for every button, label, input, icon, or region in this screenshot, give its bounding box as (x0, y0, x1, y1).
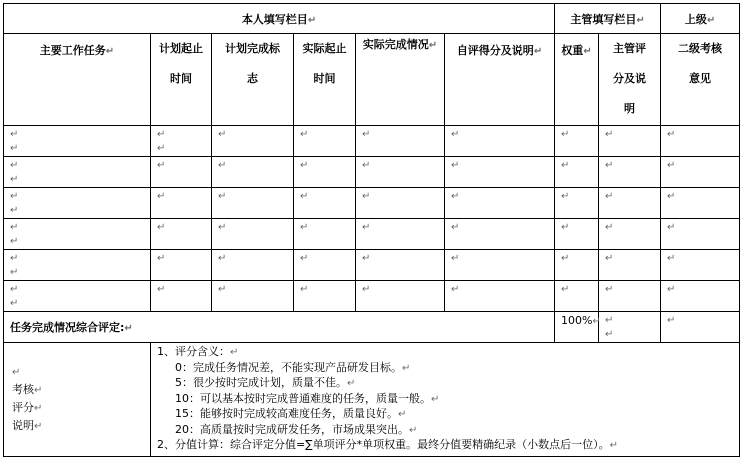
actual-period-cell[interactable]: ↵ (294, 157, 356, 188)
actual-period-cell[interactable]: ↵ (294, 250, 356, 281)
weight-cell[interactable]: ↵ (555, 188, 599, 219)
plan-period-cell[interactable]: ↵ (151, 188, 212, 219)
plan-criteria-cell[interactable]: ↵ (212, 126, 294, 157)
supervisor-eval-cell[interactable]: ↵ (599, 281, 661, 312)
plan-criteria-cell[interactable]: ↵ (212, 250, 294, 281)
col-plan-criteria: 计划完成标 志 (212, 34, 294, 126)
weight-cell[interactable]: ↵ (555, 219, 599, 250)
weight-cell[interactable]: ↵ (555, 250, 599, 281)
actual-status-cell[interactable]: ↵ (356, 219, 445, 250)
task-cell[interactable]: ↵ ↵ (4, 188, 151, 219)
weight-cell[interactable]: ↵ (555, 157, 599, 188)
task-cell[interactable]: ↵ ↵ (4, 281, 151, 312)
self-eval-cell[interactable]: ↵ (445, 219, 555, 250)
supervisor-eval-cell[interactable]: ↵ (599, 157, 661, 188)
self-eval-cell[interactable]: ↵ (445, 188, 555, 219)
plan-criteria-cell[interactable]: ↵ (212, 157, 294, 188)
supervisor-eval-cell[interactable]: ↵ (599, 219, 661, 250)
table-row (4, 219, 740, 250)
level2-opinion-cell[interactable]: ↵ (661, 281, 740, 312)
level2-total-cell[interactable]: ↵ (661, 312, 740, 343)
actual-status-cell[interactable]: ↵ (356, 188, 445, 219)
actual-period-cell[interactable]: ↵ (294, 219, 356, 250)
plan-period-cell[interactable]: ↵ (151, 157, 212, 188)
weight-total[interactable]: 100%↵ (555, 312, 599, 343)
summary-label: 任务完成情况综合评定:↵ (4, 312, 555, 343)
table-row (4, 281, 740, 312)
level2-opinion-cell[interactable]: ↵ (661, 219, 740, 250)
actual-period-cell[interactable]: ↵ (294, 126, 356, 157)
level2-opinion-cell[interactable]: ↵ (661, 250, 740, 281)
task-cell[interactable]: ↵ ↵ (4, 126, 151, 157)
notes-left-label: ↵ 考核↵ 评分↵ 说明↵ (4, 343, 151, 457)
plan-period-cell[interactable]: ↵ (151, 281, 212, 312)
self-section-header: 本人填写栏目↵ (4, 4, 555, 34)
supervisor-total-cell[interactable]: ↵ ↵ (599, 312, 661, 343)
actual-status-cell[interactable]: ↵ (356, 281, 445, 312)
col-actual-period: 实际起止 时间 (294, 34, 356, 126)
supervisor-eval-cell[interactable]: ↵ (599, 126, 661, 157)
table-row (4, 157, 740, 188)
actual-period-cell[interactable]: ↵ (294, 188, 356, 219)
col-plan-period: 计划起止 时间 (151, 34, 212, 126)
table-row (4, 250, 740, 281)
plan-criteria-cell[interactable]: ↵ (212, 219, 294, 250)
col-main-task: 主要工作任务↵ (4, 34, 151, 126)
weight-cell[interactable]: ↵ (555, 281, 599, 312)
col-weight: 权重↵ (555, 34, 599, 126)
actual-period-cell[interactable]: ↵ (294, 281, 356, 312)
table-row (4, 126, 740, 157)
level2-opinion-cell[interactable]: ↵ (661, 188, 740, 219)
supervisor-section-header: 主管填写栏目↵ (555, 4, 661, 34)
plan-period-cell[interactable]: ↵ (151, 219, 212, 250)
evaluation-form-table (3, 3, 740, 457)
table-row (4, 188, 740, 219)
task-cell[interactable]: ↵ ↵ (4, 250, 151, 281)
supervisor-eval-cell[interactable]: ↵ (599, 188, 661, 219)
self-eval-cell[interactable]: ↵ (445, 250, 555, 281)
col-supervisor-eval: 主管评 分及说 明 (599, 34, 661, 126)
supervisor-eval-cell[interactable]: ↵ (599, 250, 661, 281)
plan-period-cell[interactable]: ↵ ↵ (151, 126, 212, 157)
plan-period-cell[interactable]: ↵ (151, 250, 212, 281)
level2-opinion-cell[interactable]: ↵ (661, 157, 740, 188)
superior-section-header: 上级↵ (661, 4, 740, 34)
col-self-eval: 自评得分及说明↵ (445, 34, 555, 126)
weight-cell[interactable]: ↵ (555, 126, 599, 157)
actual-status-cell[interactable]: ↵ (356, 250, 445, 281)
self-eval-cell[interactable]: ↵ (445, 281, 555, 312)
actual-status-cell[interactable]: ↵ (356, 157, 445, 188)
level2-opinion-cell[interactable]: ↵ (661, 126, 740, 157)
actual-status-cell[interactable]: ↵ (356, 126, 445, 157)
plan-criteria-cell[interactable]: ↵ (212, 281, 294, 312)
col-actual-status: 实际完成情况↵ (356, 34, 445, 126)
plan-criteria-cell[interactable]: ↵ (212, 188, 294, 219)
task-cell[interactable]: ↵ ↵ (4, 157, 151, 188)
scoring-notes: 1、评分含义：↵ 0：完成任务情况差，不能实现产品研发目标。↵ 5：很少按时完成计划，质量不佳。↵ 10：可以基本按时完成普通难度的任务，质量一般。↵ 15：能够按时完成较高难度任务，质量良好。↵ 20：高质量按时完成研发任务，市场成果突出。↵ 2、分值计算：综合评定分值=∑单项评分*单项权重。最终分值要精确纪录（小数点后一位）。↵ (151, 343, 740, 457)
task-cell[interactable]: ↵ ↵ (4, 219, 151, 250)
self-eval-cell[interactable]: ↵ (445, 157, 555, 188)
col-level2-opinion: 二级考核 意见 (661, 34, 740, 126)
self-eval-cell[interactable]: ↵ (445, 126, 555, 157)
